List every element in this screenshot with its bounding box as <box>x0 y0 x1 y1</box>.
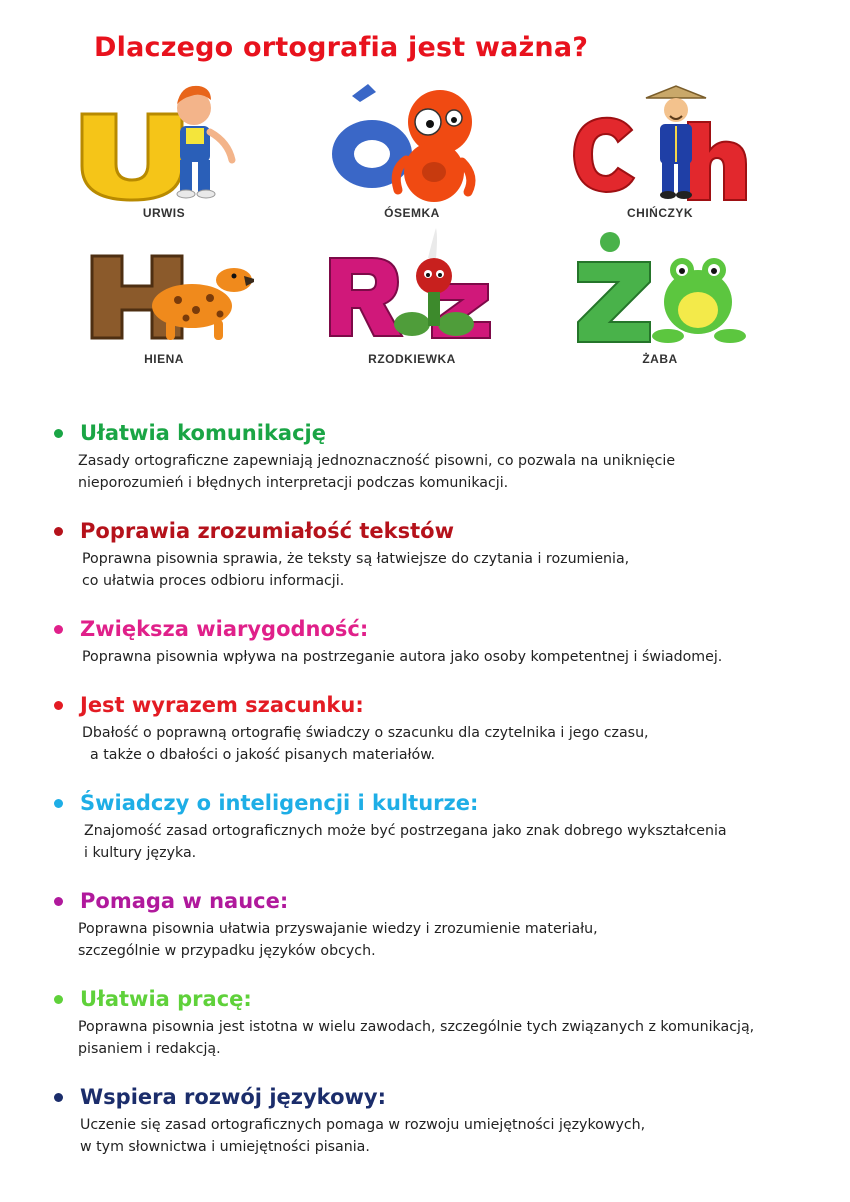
reason-description <box>78 918 820 962</box>
reason-item <box>50 690 820 766</box>
reason-description <box>82 722 820 766</box>
reason-description <box>78 450 820 494</box>
reason-heading: Ułatwia pracę: <box>80 987 252 1011</box>
letter-caption: ŻABA <box>642 352 678 366</box>
reason-heading: Wspiera rozwój językowy: <box>80 1085 386 1109</box>
reason-item <box>50 788 820 864</box>
reason-item <box>50 516 820 592</box>
reason-item <box>50 418 820 494</box>
bullet-dot <box>54 625 63 634</box>
reason-heading: Pomaga w nauce: <box>80 889 289 913</box>
reason-item <box>50 886 820 962</box>
description-line: Poprawna pisownia ułatwia przyswajanie wiedzy i zrozumienie materiału, <box>78 921 598 937</box>
bullet-dot <box>54 995 63 1004</box>
description-line: pisaniem i redakcją. <box>78 1041 221 1057</box>
reason-description <box>80 1114 820 1158</box>
letter-caption: HIENA <box>144 352 184 366</box>
description-line: co ułatwia proces odbioru informacji. <box>82 573 345 589</box>
reason-heading: Ułatwia komunikację <box>80 421 326 445</box>
reason-description <box>82 646 820 668</box>
description-line: Poprawna pisownia jest istotna w wielu zawodach, szczególnie tych związanych z komunikacją, <box>78 1019 755 1035</box>
bullet-dot <box>54 897 63 906</box>
page-title: Dlaczego ortografia jest ważna? <box>94 32 589 63</box>
description-line: Dbałość o poprawną ortografię świadczy o szacunku dla czytelnika i jego czasu, <box>82 725 649 741</box>
letter-caption: URWIS <box>142 206 186 220</box>
reason-description <box>82 548 820 592</box>
bullet-dot <box>54 429 63 438</box>
letter-caption: RZODKIEWKA <box>368 352 456 366</box>
description-line: nieporozumień i błędnych interpretacji podczas komunikacji. <box>78 475 509 491</box>
bullet-dot <box>54 1093 63 1102</box>
reason-description <box>78 1016 820 1060</box>
bullet-dot <box>54 799 63 808</box>
reason-heading: Jest wyrazem szacunku: <box>80 693 364 717</box>
bullet-dot <box>54 527 63 536</box>
description-line: Zasady ortograficzne zapewniają jednoznaczność pisowni, co pozwala na uniknięcie <box>78 453 676 469</box>
description-line: szczególnie w przypadku języków obcych. <box>78 943 376 959</box>
reason-heading: Poprawia zrozumiałość tekstów <box>80 519 454 543</box>
description-line: Poprawna pisownia wpływa na postrzeganie autora jako osoby kompetentnej i świadomej. <box>82 649 723 665</box>
description-line: a także o dbałości o jakość pisanych materiałów. <box>90 747 436 763</box>
reason-item <box>50 1082 820 1158</box>
reason-description <box>84 820 820 864</box>
description-line: w tym słownictwa i umiejętności pisania. <box>80 1139 370 1155</box>
bullet-dot <box>54 701 63 710</box>
reason-item <box>50 614 820 668</box>
reason-heading: Zwiększa wiarygodność: <box>80 617 369 641</box>
reason-item <box>50 984 820 1060</box>
description-line: Uczenie się zasad ortograficznych pomaga w rozwoju umiejętności językowych, <box>80 1117 646 1133</box>
description-line: Znajomość zasad ortograficznych może być postrzegana jako znak dobrego wykształcenia <box>84 823 727 839</box>
description-line: Poprawna pisownia sprawia, że teksty są łatwiejsze do czytania i rozumienia, <box>82 551 630 567</box>
letter-caption: ÓSEMKA <box>384 206 440 220</box>
letter-caption: CHIŃCZYK <box>627 206 693 220</box>
description-line: i kultury języka. <box>84 845 197 861</box>
reason-heading: Świadczy o inteligencji i kulturze: <box>80 791 479 815</box>
